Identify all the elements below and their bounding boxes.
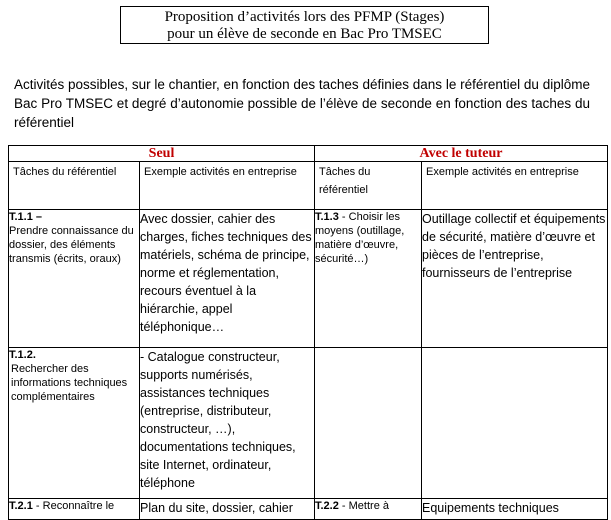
task-cell-seul — [9, 499, 140, 520]
task-description: - Choisir les moyens (outillage, matière d’œuvre, sécurité…) — [315, 211, 405, 265]
task-description: - Mettre à — [338, 500, 389, 512]
task-cell-seul — [9, 210, 140, 348]
header-seul: Seul — [9, 146, 315, 162]
task-cell-seul — [9, 348, 140, 499]
col-header-taches-tuteur: Tâches du référentiel — [315, 162, 422, 210]
table-row — [9, 210, 608, 348]
col-header-exemple-seul: Exemple activités en entreprise — [140, 162, 315, 210]
example-cell-seul: Plan du site, dossier, cahier — [140, 499, 315, 520]
title-line-1: Proposition d’activités lors des PFMP (Stages) — [164, 9, 445, 25]
task-code: T.2.2 — [315, 500, 339, 512]
document-title-box — [120, 6, 489, 44]
example-cell-tuteur — [422, 348, 608, 499]
task-cell-tuteur — [315, 499, 422, 520]
col-header-taches-seul: Tâches du référentiel — [9, 162, 140, 210]
task-description: - Reconnaître le — [32, 500, 115, 512]
task-cell-tuteur — [315, 348, 422, 499]
table-row — [9, 348, 608, 499]
task-description: Prendre connaissance du dossier, des éléments transmis (écrits, oraux) — [9, 225, 134, 265]
task-code: T.1.3 — [315, 211, 339, 223]
example-cell-tuteur: Outillage collectif et équipements de sécurité, matière d’œuvre et pièces de l’entreprise, fournisseurs de l’entreprise — [422, 210, 608, 348]
task-code: T.1.1 – — [9, 211, 43, 223]
example-cell-seul: - Catalogue constructeur, supports numérisés, assistances techniques (entreprise, distributeur, constructeur, …), documentations techniques, site Internet, ordinateur, téléphone — [140, 348, 315, 499]
task-description: Rechercher des informations techniques complémentaires — [11, 363, 128, 403]
task-code: T.1.2. — [9, 349, 36, 361]
task-code: T.2.1 — [9, 500, 33, 512]
header-avec-tuteur: Avec le tuteur — [315, 146, 608, 162]
column-header-row — [9, 162, 608, 210]
example-cell-tuteur: Equipements techniques — [422, 499, 608, 520]
table-row — [9, 499, 608, 520]
example-cell-seul: Avec dossier, cahier des charges, fiches techniques des matériels, schéma de principe, norme et réglementation, recours éventuel à la hiérarchie, appel téléphonique… — [140, 210, 315, 348]
title-line-2: pour un élève de seconde en Bac Pro TMSEC — [167, 26, 442, 42]
task-cell-tuteur — [315, 210, 422, 348]
group-header-row — [9, 146, 608, 162]
intro-paragraph: Activités possibles, sur le chantier, en fonction des taches définies dans le référentiel du diplôme Bac Pro TMSEC et degré d’autonomie possible de l’élève de seconde en fonction des taches du référentiel — [14, 77, 590, 130]
activities-table — [8, 145, 608, 520]
col-header-exemple-tuteur: Exemple activités en entreprise — [422, 162, 608, 210]
